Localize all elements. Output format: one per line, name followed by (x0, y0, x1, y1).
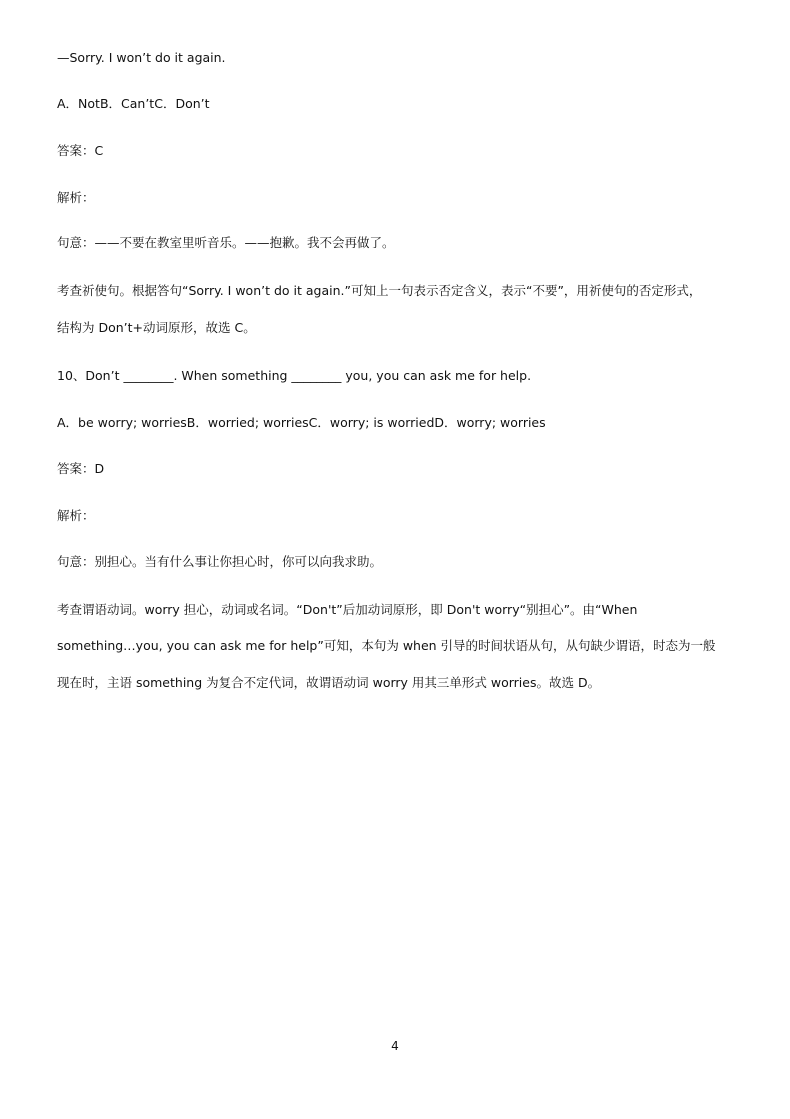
q10-explanation-line3: 现在时，主语 something 为复合不定代词，故谓语动词 worry 用其三单形式 worries。故选 D。 (57, 675, 601, 690)
q9-translation: 句意：——不要在教室里听音乐。——抱歉。我不会再做了。 (57, 235, 395, 250)
q9-explanation-line2: 结构为 Don’t+动词原形，故选 C。 (57, 320, 256, 335)
q10-analysis-label: 解析： (57, 508, 95, 523)
q10-explanation-line1: 考查谓语动词。worry 担心，动词或名词。“Don't”后加动词原形，即 Don't worry“别担心”。由“When (57, 602, 638, 617)
q10-question: 10、Don’t ________. When something ________ you, you can ask me for help. (57, 368, 532, 383)
q10-explanation-line2: something…you, you can ask me for help”可知，本句为 when 引导的时间状语从句，从句缺少谓语，时态为一般 (57, 638, 716, 653)
q10-answer: 答案：D (57, 461, 105, 476)
q10-translation: 句意：别担心。当有什么事让你担心时，你可以向我求助。 (57, 554, 383, 569)
q9-analysis-label: 解析： (57, 190, 95, 205)
q9-answer: 答案：C (57, 143, 104, 158)
q9-options: A．NotB．Can’tC．Don’t (57, 96, 210, 111)
q9-explanation-line1: 考查祈使句。根据答句“Sorry. I won’t do it again.”可知上一句表示否定含义，表示“不要”，用祈使句的否定形式， (57, 283, 702, 298)
q9-response: —Sorry. I won’t do it again. (57, 50, 226, 65)
q10-options: A．be worry; worriesB．worried; worriesC．worry; is worriedD．worry; worries (57, 415, 546, 430)
page-number: 4 (391, 1039, 399, 1053)
